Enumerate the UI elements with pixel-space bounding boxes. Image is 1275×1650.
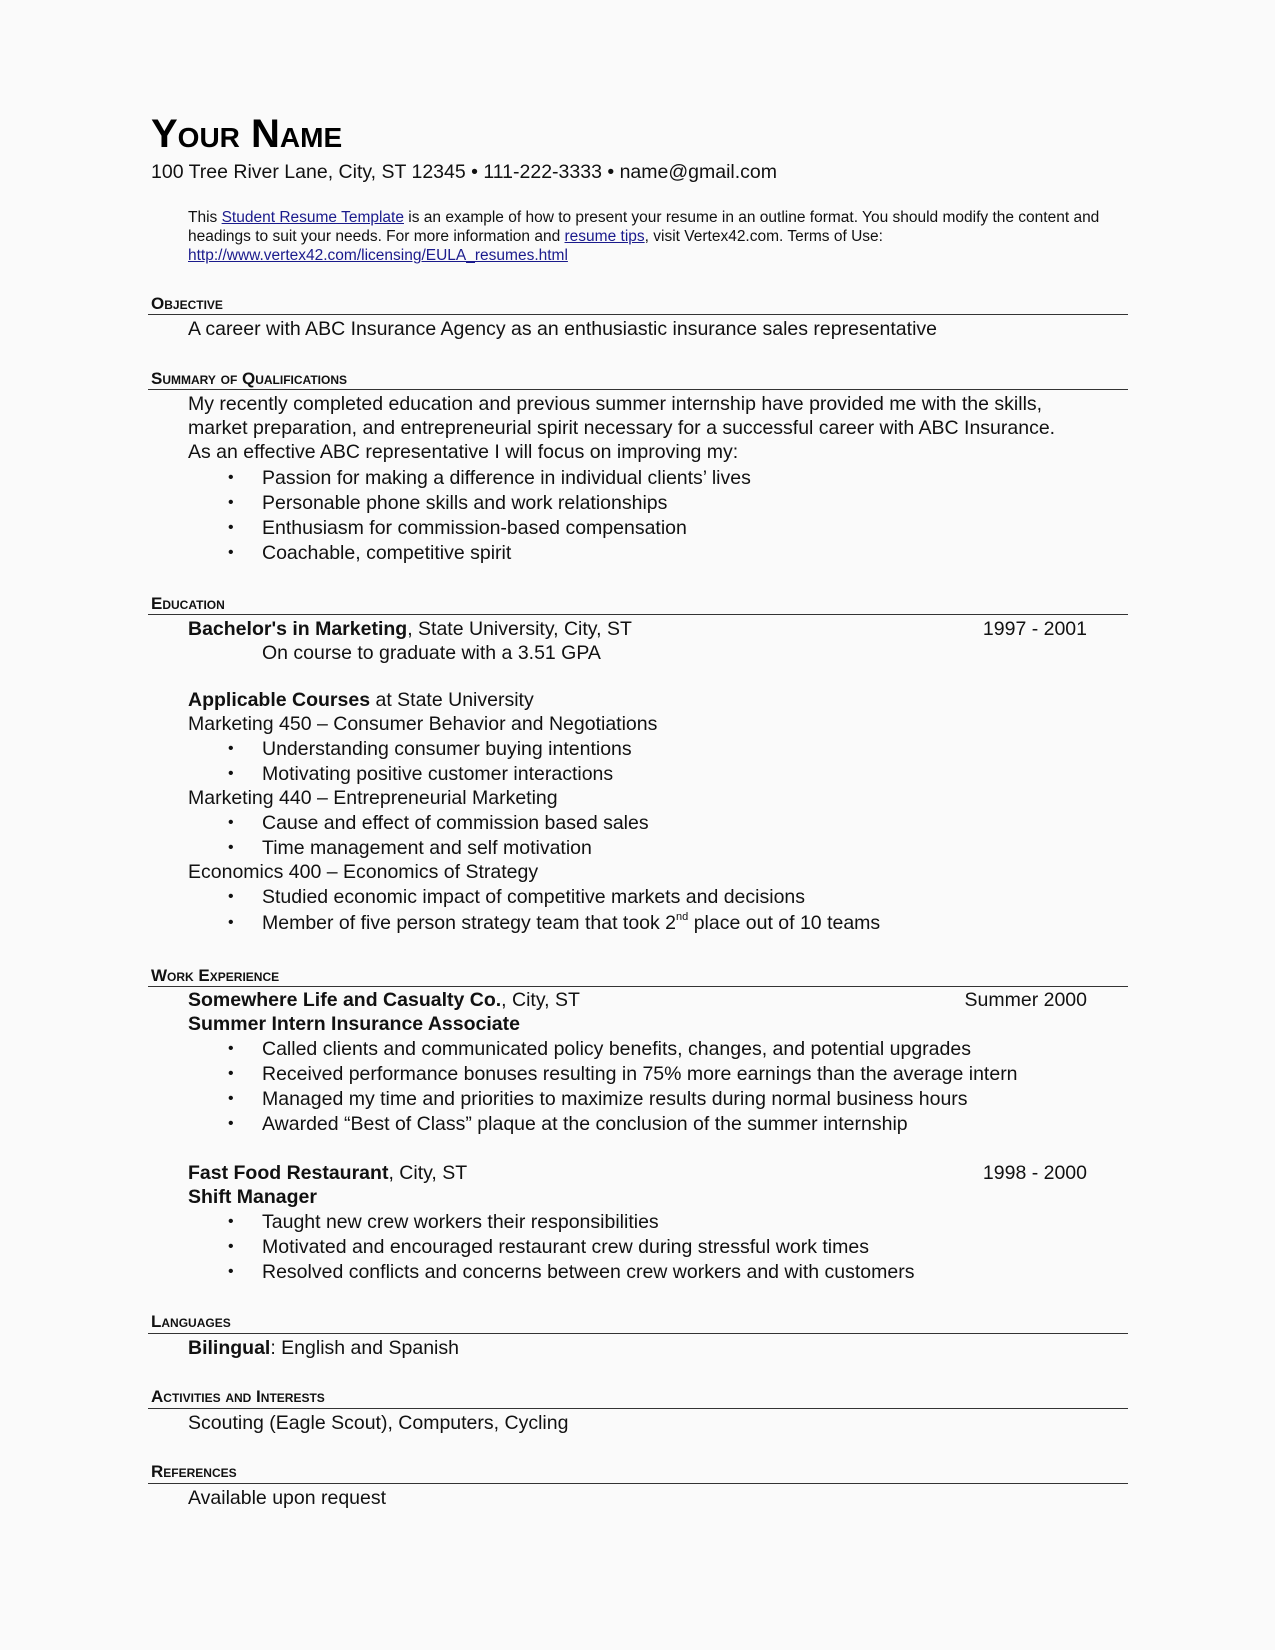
- bullet-icon: •: [228, 1213, 234, 1230]
- bullet-icon: •: [228, 544, 234, 561]
- bullet-icon: •: [228, 1065, 234, 1082]
- summary-bullet: Coachable, competitive spirit: [262, 542, 512, 564]
- job-company: Fast Food Restaurant: [188, 1162, 389, 1184]
- note-text: , visit Vertex42.com. Terms of Use:: [644, 228, 883, 245]
- job-bullet: Taught new crew workers their responsibilities: [262, 1211, 659, 1233]
- degree: Bachelor's in Marketing: [188, 618, 408, 640]
- activities-text: Scouting (Eagle Scout), Computers, Cycling: [188, 1412, 569, 1434]
- summary-bullet: Passion for making a difference in individual clients’ lives: [262, 467, 751, 489]
- gpa-line: On course to graduate with a 3.51 GPA: [262, 642, 601, 664]
- education-dates: 1997 - 2001: [982, 618, 1087, 640]
- section-heading-objective: Objective: [151, 294, 223, 313]
- course-bullet: Cause and effect of commission based sales: [262, 812, 649, 834]
- job-bullet: Awarded “Best of Class” plaque at the conclusion of the summer internship: [262, 1113, 908, 1135]
- summary-line: My recently completed education and previous summer internship have provided me with the skills,: [188, 393, 1043, 415]
- bullet-icon: •: [228, 914, 234, 931]
- job-location: , City, ST: [501, 989, 580, 1011]
- candidate-name: Your Name: [151, 112, 343, 156]
- bullet-icon: •: [228, 494, 234, 511]
- course-bullet: Motivating positive customer interactions: [262, 763, 614, 785]
- job-company-line: [188, 988, 580, 1012]
- summary-line: market preparation, and entrepreneurial spirit necessary for a successful career with ABC Insurance.: [188, 417, 1056, 439]
- job-bullet: Motivated and encouraged restaurant crew during stressful work times: [262, 1236, 869, 1258]
- summary-bullet: Enthusiasm for commission-based compensation: [262, 517, 687, 539]
- job-title: Summer Intern Insurance Associate: [188, 1013, 520, 1035]
- eula-link[interactable]: http://www.vertex42.com/licensing/EULA_resumes.html: [188, 247, 568, 264]
- bullet-icon: •: [228, 1115, 234, 1132]
- school: , State University, City, ST: [407, 618, 632, 640]
- job-dates: Summer 2000: [964, 989, 1087, 1011]
- course-bullet: Studied economic impact of competitive markets and decisions: [262, 886, 806, 908]
- courses-at: at State University: [370, 689, 534, 711]
- bullet-icon: •: [228, 1238, 234, 1255]
- job-company: Somewhere Life and Casualty Co.: [188, 989, 502, 1011]
- job-title: Shift Manager: [188, 1186, 317, 1208]
- bullet-icon: •: [228, 1090, 234, 1107]
- courses-label: Applicable Courses: [188, 689, 371, 711]
- job-bullet: Called clients and communicated policy benefits, changes, and potential upgrades: [262, 1038, 971, 1060]
- student-resume-template-link[interactable]: Student Resume Template: [221, 209, 404, 226]
- course-title: Marketing 440 – Entrepreneurial Marketing: [188, 787, 558, 809]
- course-title: Marketing 450 – Consumer Behavior and Negotiations: [188, 713, 658, 735]
- course-title: Economics 400 – Economics of Strategy: [188, 861, 539, 883]
- section-divider: [148, 1483, 1128, 1484]
- section-divider: [148, 1408, 1128, 1409]
- bullet-icon: •: [228, 1040, 234, 1057]
- bullet-icon: •: [228, 519, 234, 536]
- job-bullet: Received performance bonuses resulting in 75% more earnings than the average intern: [262, 1063, 1018, 1085]
- section-divider: [148, 389, 1128, 390]
- course-bullet: Member of five person strategy team that took 2nd place out of 10 teams: [262, 911, 881, 934]
- contact-line: 100 Tree River Lane, City, ST 12345 • 111-222-3333 • name@gmail.com: [151, 161, 777, 183]
- summary-line: As an effective ABC representative I will focus on improving my:: [188, 441, 739, 463]
- courses-heading: [188, 688, 534, 712]
- references-text: Available upon request: [188, 1487, 387, 1509]
- summary-bullet: Personable phone skills and work relationships: [262, 492, 668, 514]
- note-text: This: [188, 209, 222, 226]
- section-heading-references: References: [151, 1462, 237, 1481]
- note-text: is an example of how to present your resume in an outline format. You should modify the content and headings to suit your needs. For more information and: [188, 209, 1100, 245]
- section-heading-languages: Languages: [151, 1312, 231, 1331]
- course-bullet: Understanding consumer buying intentions: [262, 738, 632, 760]
- bullet-icon: •: [228, 839, 234, 856]
- section-heading-education: Education: [151, 594, 225, 613]
- job-dates: 1998 - 2000: [982, 1162, 1087, 1184]
- job-bullet: Resolved conflicts and concerns between crew workers and with customers: [262, 1261, 915, 1283]
- resume-tips-link[interactable]: resume tips: [564, 228, 645, 245]
- bullet-icon: •: [228, 814, 234, 831]
- section-divider: [148, 614, 1128, 615]
- degree-line: [188, 617, 632, 641]
- bullet-icon: •: [228, 888, 234, 905]
- languages-line: Bilingual: English and Spanish: [188, 1337, 459, 1359]
- job-bullet: Managed my time and priorities to maximize results during normal business hours: [262, 1088, 968, 1110]
- section-divider: [148, 986, 1128, 987]
- section-divider: [148, 314, 1128, 315]
- section-heading-activities: Activities and Interests: [151, 1387, 325, 1406]
- bullet-icon: •: [228, 1263, 234, 1280]
- section-heading-work: Work Experience: [151, 966, 280, 985]
- job-company-line: [188, 1161, 467, 1185]
- course-bullet: Time management and self motivation: [262, 837, 592, 859]
- bullet-icon: •: [228, 765, 234, 782]
- bullet-icon: •: [228, 740, 234, 757]
- objective-text: A career with ABC Insurance Agency as an enthusiastic insurance sales representative: [188, 318, 937, 340]
- section-heading-summary: Summary of Qualifications: [151, 369, 347, 388]
- bullet-icon: •: [228, 469, 234, 486]
- section-divider: [148, 1333, 1128, 1334]
- template-note: [188, 208, 1108, 265]
- job-location: , City, ST: [388, 1162, 468, 1184]
